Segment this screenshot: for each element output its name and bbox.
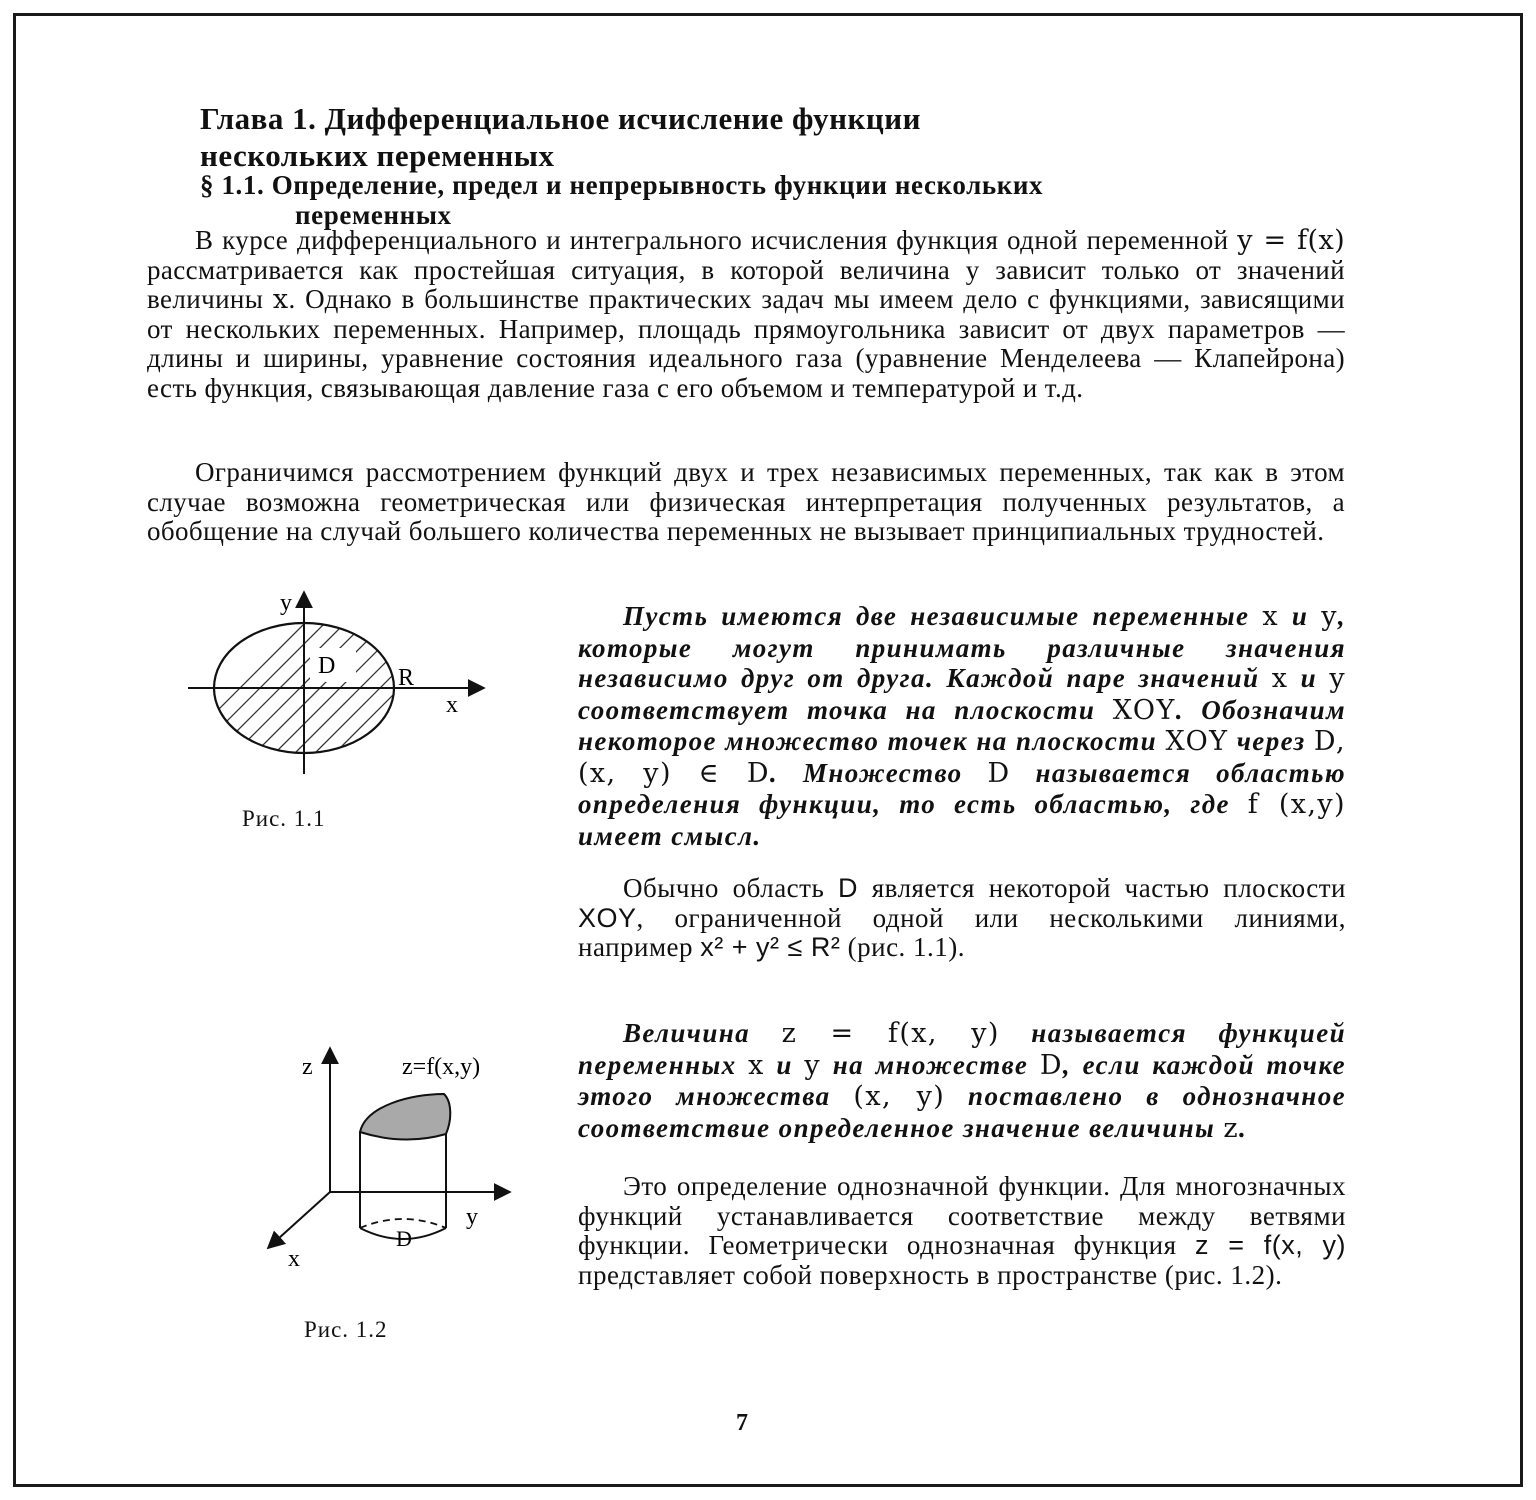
section-title-line1: § 1.1. Определение, предел и непрерывность функции нескольких xyxy=(200,170,1044,200)
def2-text-2: называется функцией переменных xyxy=(578,1018,1346,1080)
base-label-d: D xyxy=(396,1226,412,1251)
def1-formula-1: x xyxy=(1262,601,1279,632)
def1-text-5: соответствует точка на плоскости xyxy=(578,694,1113,725)
figure-1-1-caption: Рис. 1.1 xyxy=(242,806,326,831)
scope-paragraph: Ограничимся рассмотрением функций двух и трех независимых переменных, так как в этом случае возможна геометрическая или физическая интерпретация полученных результатов, а обобщение на случай большего количества переменных не вызывает принципиальных трудностей. xyxy=(147,457,1345,546)
def2-formula-2: x xyxy=(748,1049,765,1081)
rt2-formula-1: z = f(x, y) xyxy=(1195,1230,1346,1260)
x-axis xyxy=(268,1192,330,1248)
rt2-text-1: Это определение однозначной функции. Для многозначных функций устанавливается соответствие между ветвями функции. Геометрически однозначная функция xyxy=(578,1171,1346,1260)
def1-text-7: через xyxy=(1228,726,1314,756)
def1-text-9: называется областью определения функции, то есть областью, где xyxy=(578,757,1346,819)
axis-label-x: x xyxy=(446,692,458,718)
def1-formula-5: XOY xyxy=(1112,694,1176,726)
rt1-text-4: (рис. 1.1). xyxy=(840,932,966,962)
rt1-text-3: , ограниченной одной или несколькими линиями, например xyxy=(578,902,1346,962)
def1-text-6: . Обозначим некоторое множество точек на плоскости xyxy=(578,694,1346,756)
rt1-formula-2: XOY xyxy=(578,902,637,933)
def2-formula-3: y xyxy=(804,1049,822,1081)
rt1-text-2: является некоторой частью плоскости xyxy=(858,873,1346,903)
figure-1-1 xyxy=(180,588,500,788)
chapter-title-line2: нескольких переменных xyxy=(200,138,555,173)
def1-text-4: и xyxy=(1288,663,1330,693)
def1-formula-8: D xyxy=(987,757,1011,789)
figure-1-2 xyxy=(260,1040,520,1280)
axis-label-y: y xyxy=(280,590,292,616)
radius-label-r: R xyxy=(398,665,415,691)
function-definition xyxy=(578,1018,1346,1144)
formula-x: x xyxy=(272,284,289,315)
def1-text-1: Пусть имеются две независимые переменные xyxy=(623,601,1263,631)
section-title xyxy=(200,170,1360,230)
formula-y-fx: y = f(x) xyxy=(1237,225,1346,256)
surface-cap xyxy=(360,1094,450,1140)
def1-formula-6: XOY xyxy=(1165,726,1229,757)
def1-text-10: имеет смысл. xyxy=(578,820,762,851)
region-label-d: D xyxy=(318,653,336,679)
def1-text-8: . Множество xyxy=(769,757,988,788)
rt1-formula-3: x² + y² ≤ R² xyxy=(700,932,841,962)
def2-formula-1: z = f(x, y) xyxy=(781,1018,1000,1049)
rt2-text-2: представляет собой поверхность в пространстве (рис. 1.2). xyxy=(578,1259,1283,1290)
intro-text-3: . Однако в большинстве практических задач мы имеем дело с функциями, зависящими от нескольких переменных. Например, площадь прямоугольника зависит от двух параметров — длины и ширины, уравнение состояния идеального газа (уравнение Менделеева — Клапейрона) есть функция, связывающая давление газа с его объемом и температурой и т.д. xyxy=(147,284,1345,403)
axis-label-x: x xyxy=(288,1246,300,1272)
figure-1-2-caption: Рис. 1.2 xyxy=(304,1317,388,1342)
rt1-text-1: Обычно область xyxy=(623,873,839,903)
def2-formula-4: D xyxy=(1039,1049,1063,1081)
chapter-title xyxy=(200,100,1200,174)
def2-text-6: поставлено в однозначное соответствие определенное значение величины xyxy=(578,1081,1346,1143)
def1-text-2: и xyxy=(1278,601,1322,631)
chapter-title-line1: Глава 1. Дифференциальное исчисление функции xyxy=(200,101,921,136)
def1-formula-2: y xyxy=(1321,601,1338,632)
section-title-line2: переменных xyxy=(295,200,452,230)
surface-label: z=f(x,y) xyxy=(402,1054,481,1080)
axis-label-z: z xyxy=(302,1054,313,1080)
def2-text-5: , если каждой точке этого множества xyxy=(578,1049,1346,1111)
page-number: 7 xyxy=(736,1410,748,1436)
def2-formula-5: (x, y) xyxy=(853,1081,946,1112)
surface-paragraph xyxy=(578,1172,1346,1290)
domain-example-paragraph xyxy=(578,874,1346,963)
def2-text-4: на множестве xyxy=(821,1049,1040,1080)
def1-formula-9: f (x,y) xyxy=(1247,789,1346,820)
intro-paragraph xyxy=(147,226,1345,403)
def2-text-7: . xyxy=(1238,1112,1248,1143)
def2-text-1: Величина xyxy=(623,1018,782,1048)
def2-formula-6: z xyxy=(1223,1112,1239,1144)
def1-text-3: , которые могут принимать различные значения независимо друг от друга. Каждой паре значений xyxy=(578,601,1347,693)
axis-label-y: y xyxy=(466,1204,478,1230)
def1-formula-4: y xyxy=(1329,663,1346,694)
intro-text-1: В курсе дифференциального и интегрального исчисления функция одной переменной xyxy=(195,225,1238,255)
def1-formula-3: x xyxy=(1271,663,1289,694)
domain-definition xyxy=(578,601,1346,851)
def1-formula-7: D, (x, y) ∈ D xyxy=(578,726,1346,789)
def2-text-3: и xyxy=(764,1049,805,1080)
intro-text-2: рассматривается как простейшая ситуация, в которой величина y зависит только от значений величины xyxy=(147,254,1345,314)
rt1-formula-1: D xyxy=(838,873,859,903)
